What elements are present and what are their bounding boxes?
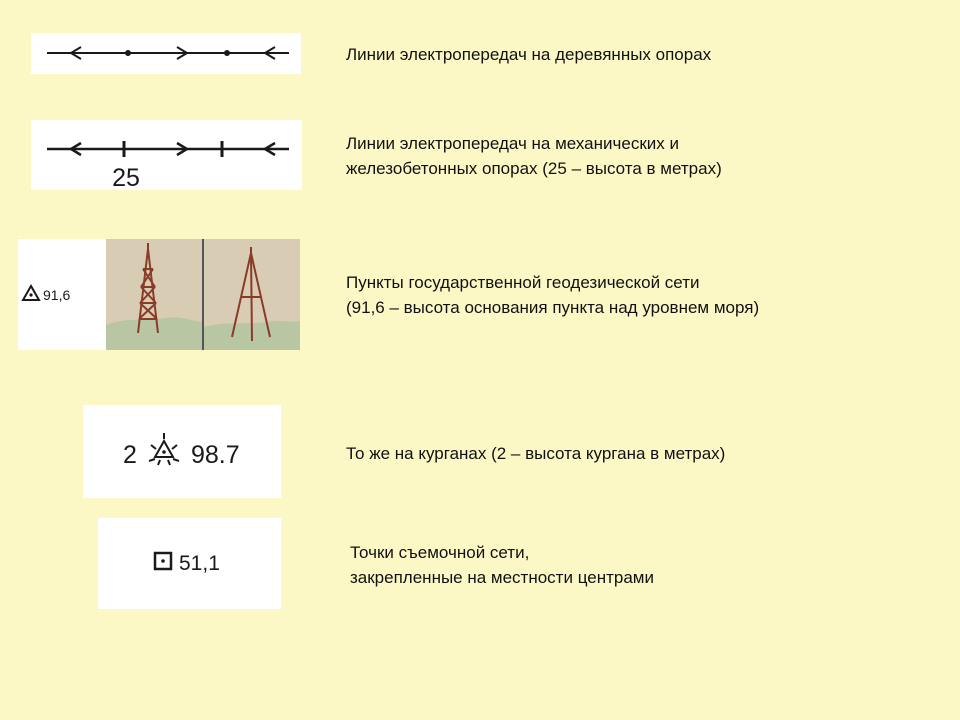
geodetic-on-mound-icon [83, 405, 281, 498]
mound-geodetic-point-description: То же на курганах (2 – высота кургана в метрах) [346, 444, 726, 463]
survey-tower-illustration-icon [106, 239, 300, 350]
geodetic-point-description: Пункты государственной геодезической сети (91,6 – высота основания пункта над уровнем моря) [346, 273, 760, 317]
geodetic-signal-illustration [106, 239, 300, 350]
pole-height-label: 25 [112, 164, 140, 190]
geodetic-triangle-icon [18, 239, 106, 350]
wooden-power-line-description: Линии электропередач на деревянных опорах [346, 45, 712, 64]
power-line-wooden-icon [31, 33, 301, 74]
concrete-power-line-description: Линии электропередач на механических и железобетонных опорах (25 – высота в метрах) [346, 134, 722, 178]
survey-elevation-label: 51,1 [179, 552, 220, 575]
survey-square-icon [98, 518, 281, 609]
survey-point-description: Точки съемочной сети, закрепленные на местности центрами [350, 543, 654, 587]
mound-height-label: 2 [123, 441, 137, 469]
survey-point-symbol [98, 518, 281, 609]
concrete-power-line-symbol [31, 120, 302, 190]
power-line-concrete-icon [31, 120, 302, 190]
mound-elevation-label: 98.7 [191, 441, 240, 469]
mound-geodetic-point-symbol [83, 405, 281, 498]
wooden-power-line-symbol [31, 33, 301, 74]
geodetic-point-symbol [18, 239, 106, 350]
geodetic-elevation-label: 91,6 [43, 287, 71, 303]
